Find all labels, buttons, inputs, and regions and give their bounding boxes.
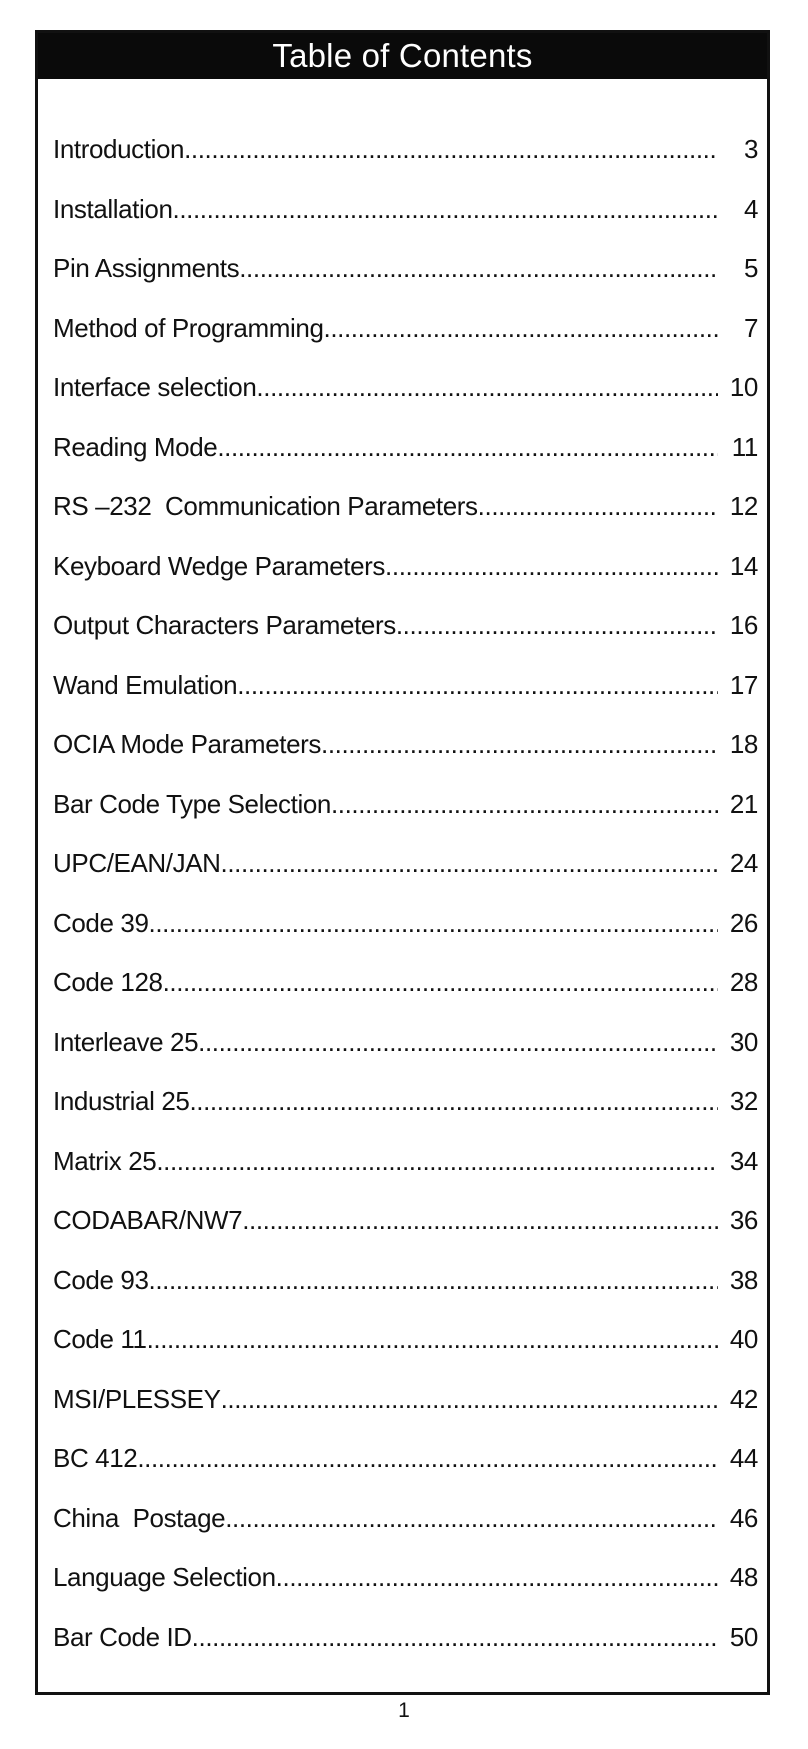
toc-dot-leader	[189, 1084, 718, 1118]
toc-dot-leader	[478, 489, 718, 523]
toc-entry-page: 10	[729, 372, 758, 402]
toc-entry[interactable]	[53, 1025, 758, 1085]
toc-dot-leader	[163, 965, 718, 999]
toc-entry[interactable]	[53, 1263, 758, 1323]
toc-entry-page: 46	[729, 1502, 758, 1533]
toc-dot-leader	[137, 1441, 718, 1475]
toc-entry-page: 48	[729, 1562, 758, 1592]
toc-entry[interactable]	[53, 668, 758, 728]
toc-entry[interactable]	[53, 965, 758, 1025]
toc-entry[interactable]	[53, 608, 758, 668]
toc-entry-label: Bar Code ID	[53, 1621, 192, 1652]
toc-entry[interactable]	[53, 1322, 758, 1382]
toc-entry-label: Code 93	[53, 1264, 149, 1295]
toc-entry-page: 21	[729, 788, 758, 819]
toc-entry[interactable]	[53, 906, 758, 966]
toc-entry[interactable]	[53, 727, 758, 787]
toc-entry-label: Method of Programming	[53, 312, 324, 343]
toc-entry-page: 24	[729, 848, 758, 878]
toc-entry[interactable]	[53, 846, 758, 906]
toc-entry-page: 14	[729, 550, 758, 581]
toc-entry-page: 7	[743, 312, 758, 343]
toc-entry-label: Output Characters Parameters	[53, 610, 396, 640]
toc-entry-page: 18	[729, 729, 758, 759]
toc-dot-leader	[225, 1501, 718, 1535]
toc-entry[interactable]	[53, 1084, 758, 1144]
toc-dot-leader	[331, 787, 718, 821]
toc-entry-page: 3	[743, 134, 758, 164]
toc-entry[interactable]	[53, 132, 758, 192]
toc-entry-label: Code 11	[53, 1324, 147, 1354]
toc-entry-label: BC 412	[53, 1443, 138, 1473]
toc-entry-label: Wand Emulation	[53, 669, 238, 700]
toc-dot-leader	[396, 608, 718, 642]
toc-entry-label: Matrix 25	[53, 1145, 157, 1176]
toc-entry-label: Pin Assignments	[53, 253, 240, 283]
toc-entry[interactable]	[53, 1501, 758, 1561]
toc-entry-page: 32	[729, 1086, 758, 1116]
toc-entry-label: UPC/EAN/JAN	[53, 848, 221, 878]
toc-entry-page: 16	[729, 610, 758, 640]
toc-entry-label: Language Selection	[53, 1562, 276, 1592]
toc-entry-page: 12	[729, 491, 758, 521]
toc-entry-label: Installation	[53, 193, 173, 224]
toc-entry-page: 36	[729, 1205, 758, 1235]
toc-dot-leader	[276, 1560, 718, 1594]
toc-dot-leader	[321, 727, 718, 761]
toc-entry[interactable]	[53, 1620, 758, 1680]
toc-entry[interactable]	[53, 1382, 758, 1442]
toc-entry-label: Interface selection	[53, 372, 257, 402]
toc-entry[interactable]	[53, 430, 758, 490]
toc-dot-leader	[237, 668, 718, 702]
toc-entry-label: Code 39	[53, 907, 149, 938]
toc-dot-leader	[221, 846, 718, 880]
toc-entry-page: 50	[729, 1621, 758, 1652]
toc-dot-leader	[217, 430, 718, 464]
toc-dot-leader	[385, 549, 718, 583]
toc-entry[interactable]	[53, 192, 758, 252]
toc-entry-label: OCIA Mode Parameters	[53, 729, 321, 759]
toc-entry[interactable]	[53, 549, 758, 609]
toc-entry-page: 17	[729, 669, 758, 700]
toc-entry[interactable]	[53, 489, 758, 549]
toc-entry-page: 11	[731, 431, 758, 462]
toc-entry[interactable]	[53, 1441, 758, 1501]
toc-entry[interactable]	[53, 1560, 758, 1620]
toc-entry-label: RS –232 Communication Parameters	[53, 491, 478, 521]
toc-dot-leader	[156, 1144, 718, 1178]
toc-entry-page: 4	[743, 193, 758, 224]
toc-dot-leader	[221, 1382, 718, 1416]
toc-dot-leader	[184, 132, 718, 166]
toc-entry-page: 26	[729, 907, 758, 938]
toc-entry-page: 34	[729, 1145, 758, 1176]
toc-dot-leader	[147, 1322, 718, 1356]
toc-entry-page: 44	[729, 1443, 758, 1473]
toc-dot-leader	[324, 311, 718, 345]
toc-dot-leader	[192, 1620, 718, 1654]
toc-entry[interactable]	[53, 251, 758, 311]
toc-title: Table of Contents	[38, 33, 767, 79]
toc-entry-label: Interleave 25	[53, 1026, 199, 1057]
toc-entry-label: Reading Mode	[53, 431, 218, 462]
page-number: 1	[398, 1699, 410, 1722]
toc-entry[interactable]	[53, 311, 758, 371]
toc-dot-leader	[149, 1263, 719, 1297]
toc-entry[interactable]	[53, 1203, 758, 1263]
toc-entry-label: China Postage	[53, 1502, 226, 1533]
toc-dot-leader	[256, 370, 718, 404]
toc-dot-leader	[239, 251, 718, 285]
toc-entry-label: Introduction	[53, 134, 185, 164]
toc-entry-page: 28	[729, 967, 758, 997]
toc-entry[interactable]	[53, 370, 758, 430]
toc-entry-label: Industrial 25	[53, 1086, 190, 1116]
toc-entry-page: 30	[729, 1026, 758, 1057]
toc-frame	[35, 30, 770, 1695]
toc-entry[interactable]	[53, 1144, 758, 1204]
toc-entry-page: 42	[729, 1383, 758, 1414]
toc-entry-page: 5	[743, 253, 758, 283]
toc-entry[interactable]	[53, 787, 758, 847]
toc-dot-leader	[242, 1203, 718, 1237]
toc-entry-label: CODABAR/NW7	[53, 1205, 243, 1235]
toc-entry-label: Code 128	[53, 967, 163, 997]
toc-entry-label: Keyboard Wedge Parameters	[53, 550, 386, 581]
toc-dot-leader	[198, 1025, 718, 1059]
toc-entry-page: 38	[729, 1264, 758, 1295]
toc-entry-label: MSI/PLESSEY	[53, 1383, 221, 1414]
toc-dot-leader	[149, 906, 719, 940]
toc-entry-page: 40	[729, 1324, 758, 1354]
toc-list	[53, 132, 758, 1679]
toc-entry-label: Bar Code Type Selection	[53, 788, 331, 819]
toc-dot-leader	[173, 192, 719, 226]
